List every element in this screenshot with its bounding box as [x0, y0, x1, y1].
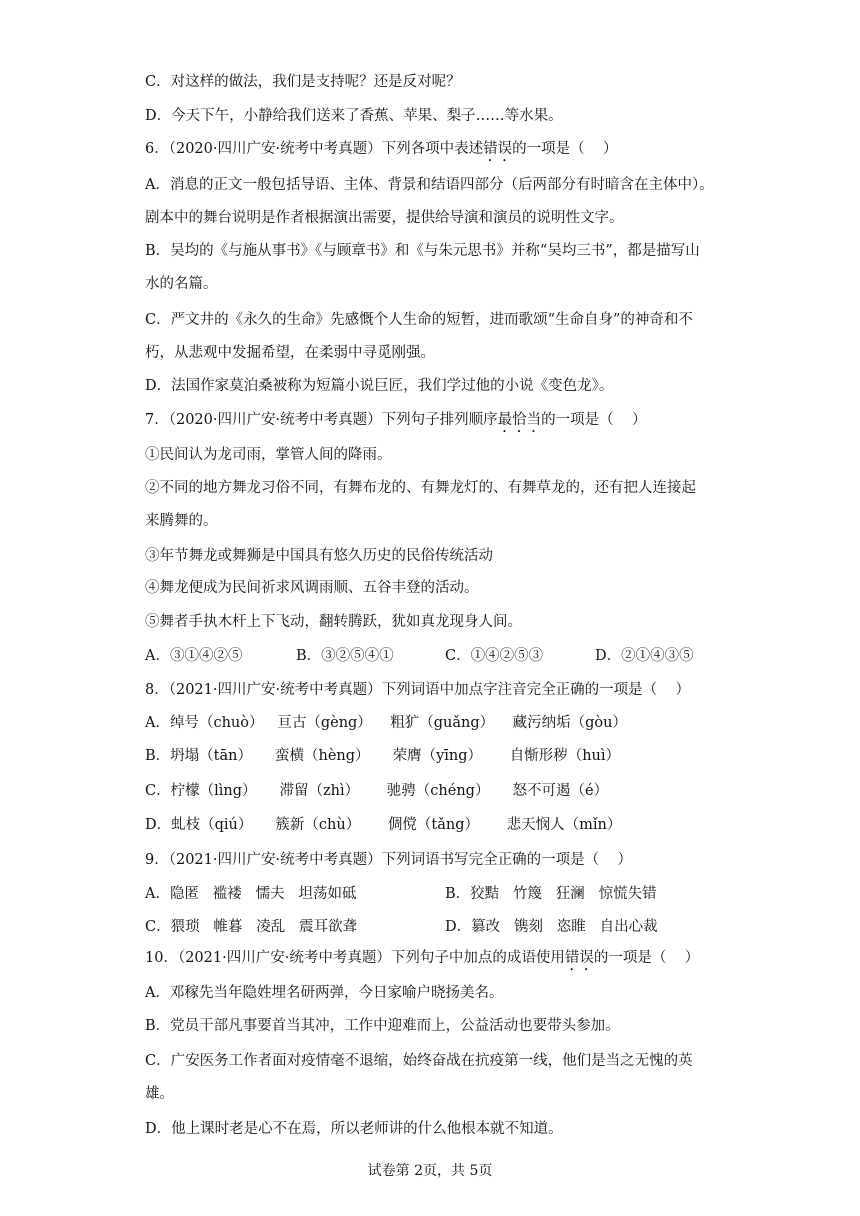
q9-option-a: A．隐匿 褴褛 懦夫 坦荡如砥: [145, 886, 357, 902]
q7-option-d: D．②①④③⑤: [595, 648, 694, 664]
q7-stem-emphasis: 最恰当: [497, 412, 542, 428]
q9-option-c: C．猥琐 帷暮 凌乱 震耳欲聋: [145, 919, 358, 935]
q7-sentence-5: ⑤舞者手执木杆上下飞动，翻转腾跃，犹如真龙现身人间。: [145, 614, 522, 630]
q10-option-c-line2: 雄。: [145, 1086, 174, 1102]
q10-stem-post: 的一项是（ ）: [593, 950, 700, 966]
page-footer: 试卷第 2页，共 5页: [367, 1163, 493, 1179]
q8-option-c: C．柠檬（lìng） 滞留（zhì） 驰骋（chéng） 怒不可遏（é）: [145, 783, 609, 799]
q6-option-d: D．法国作家莫泊桑被称为短篇小说巨匠，我们学过他的小说《变色龙》。: [145, 378, 614, 394]
q10-option-c-line1: C．广安医务工作者面对疫情毫不退缩，始终奋战在抗疫第一线，他们是当之无愧的英: [145, 1053, 693, 1069]
question-10-stem: [145, 948, 699, 974]
q8-option-a: A．绰号（chuò） 亘古（gèng） 粗犷（guǎng） 藏污纳垢（gòu）: [145, 715, 627, 731]
q10-option-b: B．党员干部凡事要首当其冲，工作中迎难而上，公益活动也要带头参加。: [145, 1018, 620, 1034]
q6-stem-post: 的一项是（ ）: [512, 141, 618, 157]
q7-stem-post: 的一项是（ ）: [541, 412, 647, 428]
q6-option-c-line1: C．严文井的《永久的生命》先感慨个人生命的短暂，进而歌颂“生命自身”的神奇和不: [145, 312, 693, 328]
option-d-line: D．今天下午，小静给我们送来了香蕉、苹果、梨子……等水果。: [145, 108, 563, 124]
q10-stem-emphasis: 错误: [564, 950, 594, 966]
question-9-stem: 9．（2021·四川广安·统考中考真题）下列词语书写完全正确的一项是（ ）: [145, 852, 633, 868]
q10-stem-pre: 10．（2021·四川广安·统考中考真题）下列句子中加点的成语使用: [145, 950, 565, 966]
q10-option-a: A．邓稼先当年隐姓埋名研两弹，今日家喻户晓扬美名。: [145, 985, 504, 1001]
q6-stem-emphasis: 错误: [483, 141, 513, 157]
question-7-stem: [145, 410, 647, 436]
q6-option-c-line2: 朽，从悲观中发掘希望，在柔弱中寻觅刚强。: [145, 345, 435, 361]
question-8-stem: 8．（2021·四川广安·统考中考真题）下列词语中加点字注音完全正确的一项是（ ）: [145, 682, 691, 698]
q7-stem-pre: 7．（2020·四川广安·统考中考真题）下列句子排列顺序: [145, 412, 498, 428]
option-c-line: C．对这样的做法，我们是支持呢？还是反对呢？: [145, 74, 461, 90]
q7-option-c: C．①④②⑤③: [445, 648, 544, 664]
q8-option-b: B．坍塌（tān） 蛮横（hèng） 荣膺（yīng） 自惭形秽（huì）: [145, 748, 621, 764]
q6-option-b-line2: 水的名篇。: [145, 276, 218, 292]
q7-sentence-2-line2: 来腾舞的。: [145, 513, 218, 529]
question-6-stem: [145, 139, 618, 165]
q7-sentence-2-line1: ②不同的地方舞龙习俗不同，有舞布龙的、有舞龙灯的、有舞草龙的，还有把人连接起: [145, 480, 696, 496]
q7-sentence-4: ④舞龙便成为民间祈求风调雨顺、五谷丰登的活动。: [145, 580, 479, 596]
q6-option-a-line1: A．消息的正文一般包括导语、主体、背景和结语四部分（后两部分有时暗含在主体中）。: [145, 177, 714, 193]
q6-option-b-line1: B．吴均的《与施从事书》《与顾章书》和《与朱元思书》并称“吴均三书”，都是描写山: [145, 243, 700, 259]
q9-option-b: B．狡黠 竹篾 狂澜 惊慌失错: [445, 886, 657, 902]
q7-sentence-1: ①民间认为龙司雨，掌管人间的降雨。: [145, 447, 392, 463]
q8-option-d: D．虬枝（qiú） 簇新（chù） 倜傥（tǎng） 悲天悯人（mǐn）: [145, 817, 622, 833]
q6-stem-pre: 6．（2020·四川广安·统考中考真题）下列各项中表述: [145, 141, 484, 157]
q10-option-d: D．他上课时老是心不在焉，所以老师讲的什么他根本就不知道。: [145, 1121, 563, 1137]
q7-option-a: A．③①④②⑤: [145, 648, 243, 664]
q6-option-a-line2: 剧本中的舞台说明是作者根据演出需要，提供给导演和演员的说明性文字。: [145, 210, 624, 226]
q9-option-d: D．篡改 镌刻 恣睢 自出心裁: [445, 919, 658, 935]
q7-option-b: B．③②⑤④①: [296, 648, 394, 664]
q7-sentence-3: ③年节舞龙或舞狮是中国具有悠久历史的民俗传统活动: [145, 548, 493, 564]
